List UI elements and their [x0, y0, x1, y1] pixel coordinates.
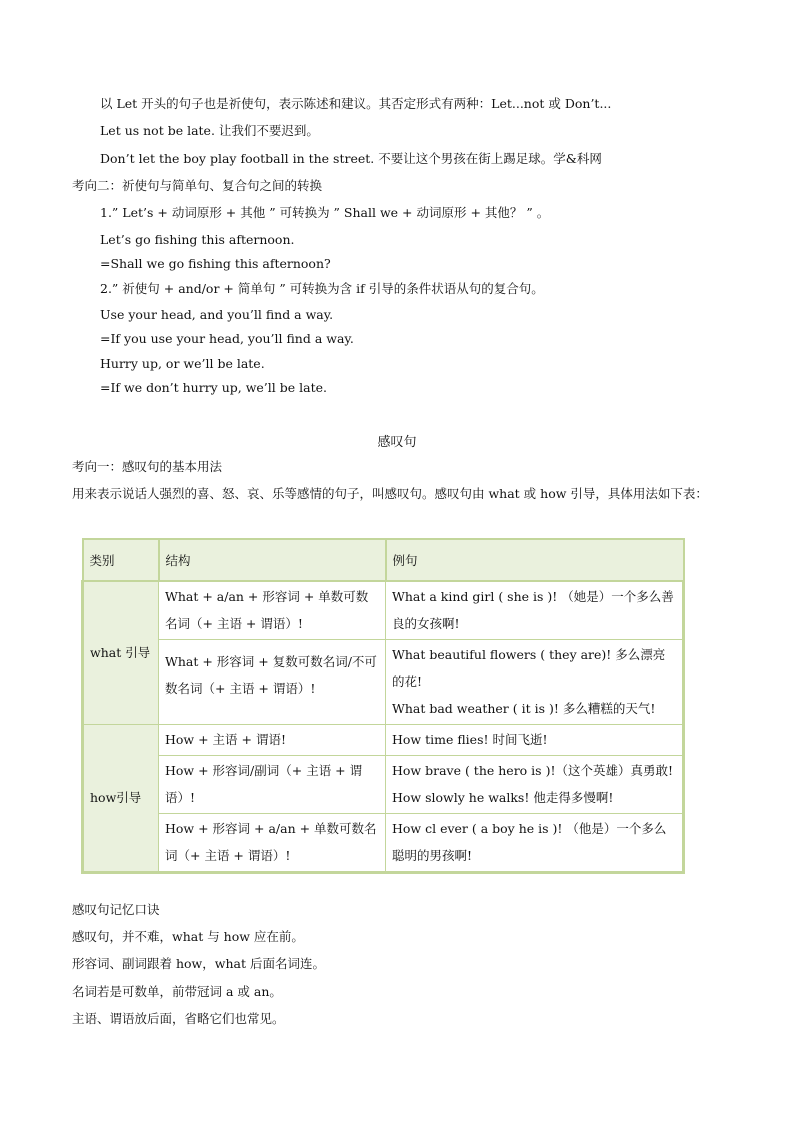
- structure-cell: What + 形容词 + 复数可数名词/不可数名词（+ 主语 + 谓语）!: [159, 640, 386, 725]
- table-row: [83, 756, 684, 814]
- exclamation-title: 感叹句: [377, 435, 417, 450]
- intro-line-1: 以 Let 开头的句子也是祈使句，表示陈述和建议。其否定形式有两种：Let...not 或 Don’t...: [100, 96, 612, 111]
- example-1b: =Shall we go fishing this afternoon?: [100, 256, 331, 271]
- memory-title: 感叹句记忆口诀: [72, 902, 160, 917]
- table-row: [83, 581, 684, 640]
- example-3b: =If we don’t hurry up, we’ll be late.: [100, 380, 327, 395]
- table-header-row: [83, 539, 684, 581]
- table-row: [83, 640, 684, 725]
- section2-heading: 考向二：祈使句与简单句、复合句之间的转换: [72, 178, 323, 193]
- structure-cell: What + a/an + 形容词 + 单数可数名词（+ 主语 + 谓语）!: [159, 581, 386, 640]
- memory-line-4: 主语、谓语放后面，省略它们也常见。: [72, 1011, 285, 1026]
- rule-2: 2.” 祈使句 + and/or + 简单句 ” 可转换为含 if 引导的条件状语从句的复合句。: [100, 281, 544, 296]
- category-how: how引导: [83, 725, 159, 873]
- structure-cell: How + 主语 + 谓语!: [159, 725, 386, 756]
- example-cell: How time flies! 时间飞逝!: [386, 725, 684, 756]
- example-3a: Hurry up, or we’ll be late.: [100, 356, 265, 371]
- structure-cell: How + 形容词 + a/an + 单数可数名词（+ 主语 + 谓语）!: [159, 814, 386, 873]
- intro-line-2: Let us not be late. 让我们不要迟到。: [100, 123, 319, 138]
- exclamation-description: 用来表示说话人强烈的喜、怒、哀、乐等感情的句子，叫感叹句。感叹句由 what 或 how 引导，具体用法如下表：: [72, 486, 708, 501]
- table-row: [83, 725, 684, 756]
- header-example: 例句: [386, 539, 684, 581]
- example-1a: Let’s go fishing this afternoon.: [100, 232, 295, 247]
- example-line: What bad weather ( it is )! 多么糟糕的天气!: [392, 701, 656, 716]
- example-line: How slowly he walks! 他走得多慢啊!: [392, 790, 614, 805]
- structure-cell: How + 形容词/副词（+ 主语 + 谓语）!: [159, 756, 386, 814]
- table-row: [83, 814, 684, 873]
- example-cell: How cl ever ( a boy he is )! （他是）一个多么聪明的男孩啊!: [386, 814, 684, 873]
- example-2b: =If you use your head, you’ll find a way.: [100, 331, 354, 346]
- rule-1: 1.” Let’s + 动词原形 + 其他 ” 可转换为 ” Shall we + 动词原形 + 其他？ ” 。: [100, 205, 550, 220]
- intro-line-3: Don’t let the boy play football in the street. 不要让这个男孩在街上踢足球。学&科网: [100, 151, 602, 166]
- memory-line-2: 形容词、副词跟着 how，what 后面名词连。: [72, 956, 325, 971]
- memory-line-3: 名词若是可数单，前带冠词 a 或 an。: [72, 984, 282, 999]
- example-line: What beautiful flowers ( they are)! 多么漂亮的花!: [392, 647, 666, 689]
- exclamation-heading: 考向一：感叹句的基本用法: [72, 459, 223, 474]
- header-category: 类别: [83, 539, 159, 581]
- example-cell: [386, 640, 684, 725]
- memory-line-1: 感叹句，并不难，what 与 how 应在前。: [72, 929, 304, 944]
- example-cell: [386, 756, 684, 814]
- example-line: How brave ( the hero is )!（这个英雄）真勇敢!: [392, 763, 673, 778]
- example-cell: What a kind girl ( she is )! （她是）一个多么善良的女孩啊!: [386, 581, 684, 640]
- example-2a: Use your head, and you’ll find a way.: [100, 307, 334, 322]
- exclamation-table: [81, 538, 685, 874]
- category-what: what 引导: [83, 581, 159, 725]
- header-structure: 结构: [159, 539, 386, 581]
